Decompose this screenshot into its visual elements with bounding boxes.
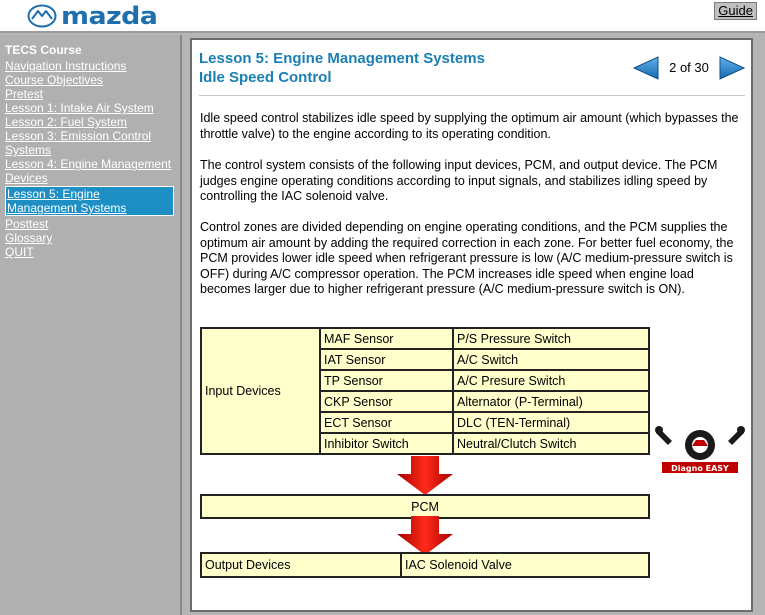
output-devices-table [200, 552, 650, 578]
flow-arrow-down-icon [395, 456, 455, 496]
paragraph-2: The control system consists of the following input devices, PCM, and output device. The PCM judges engine operating conditions according to input signals, and stabilizes idling speed by controlling the IAC solenoid valve. [200, 158, 718, 203]
nav-lesson-5[interactable]: Lesson 5: Engine Management Systems [5, 186, 174, 216]
input-device-cell: CKP Sensor [320, 391, 453, 412]
pcm-label: PCM [201, 495, 649, 518]
nav-lesson-4[interactable]: Lesson 4: Engine Management Devices [5, 157, 172, 185]
nav-navigation-instructions[interactable]: Navigation Instructions [5, 59, 127, 73]
next-page-icon[interactable] [718, 55, 746, 81]
nav-course-objectives[interactable]: Course Objectives [5, 73, 104, 87]
watermark-text: Diagno EASY [671, 464, 729, 473]
title-divider [199, 95, 745, 96]
prev-page-icon[interactable] [632, 55, 660, 81]
input-device-cell: Alternator (P-Terminal) [453, 391, 649, 412]
nav-lesson-3[interactable]: Lesson 3: Emission Control Systems [5, 129, 152, 157]
output-devices-label: Output Devices [201, 553, 401, 577]
page-navigator [632, 55, 746, 81]
flow-arrow-down-icon [395, 516, 455, 556]
input-devices-label: Input Devices [201, 328, 320, 454]
lesson-panel [190, 38, 753, 612]
nav-lesson-1[interactable]: Lesson 1: Intake Air System [5, 101, 154, 115]
input-device-cell: DLC (TEN-Terminal) [453, 412, 649, 433]
lesson-title-line1: Lesson 5: Engine Management Systems [199, 50, 485, 67]
paragraph-3: Control zones are divided depending on engine operating conditions, and the PCM supplies the optimum air amount by adding the required correction in each zone. For better fuel economy, the PCM provides lower idle speed when refrigerant pressure is low (A/C medium-pressure switch is OFF) during A/C compressor operation. The PCM increases idle speed when engine load becomes larger due to higher refrigerant pressure (A/C medium-pressure switch is ON). [200, 220, 734, 296]
output-device-cell: IAC Solenoid Valve [401, 553, 649, 577]
page-indicator: 2 of 30 [669, 60, 709, 75]
input-device-cell: A/C Presure Switch [453, 370, 649, 391]
nav-pretest[interactable]: Pretest [5, 87, 44, 101]
input-device-cell: Neutral/Clutch Switch [453, 433, 649, 454]
diagno-easy-watermark [654, 425, 746, 475]
mazda-logo [27, 2, 158, 30]
nav-lesson-2[interactable]: Lesson 2: Fuel System [5, 115, 128, 129]
input-device-cell: IAT Sensor [320, 349, 453, 370]
input-device-cell: TP Sensor [320, 370, 453, 391]
nav-posttest[interactable]: Posttest [5, 217, 49, 231]
lesson-title-line2: Idle Speed Control [199, 69, 332, 86]
input-device-cell: MAF Sensor [320, 328, 453, 349]
mazda-emblem-icon [27, 4, 57, 28]
guide-button[interactable]: Guide [714, 2, 757, 20]
sidebar [0, 35, 182, 615]
nav-quit[interactable]: QUIT [5, 245, 34, 259]
input-device-cell: P/S Pressure Switch [453, 328, 649, 349]
input-device-cell: Inhibitor Switch [320, 433, 453, 454]
input-device-cell: ECT Sensor [320, 412, 453, 433]
paragraph-1: Idle speed control stabilizes idle speed by supplying the optimum air amount (which bypasses the throttle valve) to the engine according to its operating condition. [200, 111, 739, 141]
nav-glossary[interactable]: Glossary [5, 231, 53, 245]
lesson-title [199, 49, 485, 87]
course-title: TECS Course [5, 43, 82, 57]
input-devices-table [200, 327, 650, 455]
brand-wordmark: mazda [61, 2, 158, 30]
top-bar [0, 0, 765, 33]
input-device-cell: A/C Switch [453, 349, 649, 370]
